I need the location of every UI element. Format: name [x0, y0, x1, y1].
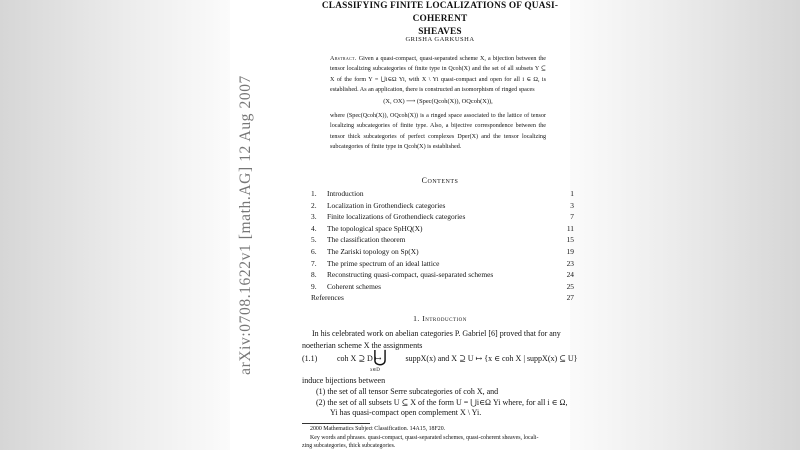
abstract-equation: (X, OX) ⟶ (Spec(Qcoh(X)), OQcoh(X)), — [383, 98, 493, 105]
toc-item-page: 11 — [566, 223, 574, 233]
intro-paragraph-line2: noetherian scheme X the assignments — [302, 341, 423, 350]
toc-item-number: 8. — [311, 270, 317, 280]
abstract-lead: Abstract. — [330, 56, 357, 62]
section-heading — [300, 314, 580, 323]
toc-item-title: Finite localizations of Grothendieck categories — [327, 212, 466, 222]
toc-item-page: 19 — [566, 246, 574, 256]
toc-item-page: 23 — [566, 258, 574, 268]
equation-subscript: x∈D — [370, 368, 380, 373]
footnote-rule — [302, 423, 370, 424]
footnote-keywords-continued: zing subcategories, thick subcategories. — [302, 443, 396, 449]
paper-author: GRISHA GARKUSHA — [405, 36, 475, 43]
toc-item-number: 3. — [311, 212, 317, 222]
toc-item[interactable] — [311, 246, 574, 258]
toc-item[interactable] — [311, 234, 574, 246]
toc-item-title: Introduction — [327, 189, 364, 198]
paper-title-line2: SHEAVES — [418, 27, 462, 37]
toc-item-title: Coherent schemes — [327, 281, 381, 291]
paper-title — [300, 0, 580, 39]
toc-item-number: 9. — [311, 281, 317, 291]
equation-left: coh X ⊇ D ↦ — [337, 354, 382, 363]
induce-text: induce bijections between — [302, 376, 386, 385]
big-union-symbol: ⋃ — [373, 347, 387, 366]
toc-item-page: 7 — [570, 212, 574, 222]
toc-item-page: 24 — [566, 270, 574, 280]
toc-item[interactable] — [311, 269, 574, 281]
list-item: (2) the set of all subsets U ⊆ X of the form U = ⋃i∈Ω Yi where, for all i ∈ Ω, — [316, 398, 568, 407]
footnote-keywords: Key words and phrases. quasi-compact, quasi-separated schemes, quasi-coherent sheaves, locali- — [310, 435, 539, 441]
abstract-text-1: Given a quasi-compact, quasi-separated scheme X, a bijection between the tensor localizing subcategories of finite type in Qcoh(X) and the set of all subsets Y ⊆ X of the form Y = ⋃i∈Ω Yi, with X \ Yi quasi-compact and open for all i ∈ Ω, is established. As an application, there is constructed an isomorphism of ringed spaces — [330, 56, 547, 93]
abstract-paragraph-1 — [330, 54, 546, 95]
footnote-msc: 2000 Mathematics Subject Classification. 14A15, 18F20. — [310, 426, 446, 432]
toc-references[interactable] — [311, 292, 574, 304]
toc-item-title: The classification theorem — [327, 235, 406, 245]
paper-title-line1: CLASSIFYING FINITE LOCALIZATIONS OF QUASI-COHERENT — [321, 1, 559, 24]
toc-item-number: 4. — [311, 223, 317, 233]
list-item: (1) the set of all tensor Serre subcategories of coh X, and — [316, 387, 499, 396]
toc-item-title: The Zariski topology on Sp(X) — [327, 246, 419, 256]
toc-item-page: 3 — [570, 200, 574, 210]
toc-item-title: The prime spectrum of an ideal lattice — [327, 258, 440, 268]
equation-label: (1.1) — [302, 354, 318, 363]
table-of-contents — [311, 188, 574, 304]
toc-item[interactable] — [311, 211, 574, 223]
toc-item[interactable] — [311, 223, 574, 235]
toc-item[interactable] — [311, 281, 574, 293]
intro-paragraph-line1: In his celebrated work on abelian categories P. Gabriel [6] proved that for any — [312, 329, 561, 338]
toc-item-page: 25 — [566, 281, 574, 291]
toc-item-number: 2. — [311, 200, 317, 210]
toc-item-number: 7. — [311, 258, 317, 268]
toc-item[interactable] — [311, 188, 574, 200]
toc-item-number: 5. — [311, 235, 317, 245]
toc-item-title: The topological space SpHQ(X) — [327, 223, 423, 233]
toc-item-title: Reconstructing quasi-compact, quasi-separated schemes — [327, 270, 494, 280]
left-margin-background — [0, 0, 230, 450]
toc-item-page: 1 — [570, 189, 574, 198]
list-item-continuation: Yi has quasi-compact open complement X \ Yi. — [330, 408, 482, 417]
toc-references-page: 27 — [566, 293, 574, 303]
toc-item-number: 1. — [311, 189, 317, 198]
section-title: Introduction — [422, 314, 467, 323]
toc-references-title: References — [311, 293, 344, 303]
toc-item-number: 6. — [311, 246, 317, 256]
abstract-paragraph-2: where (Spec(Qcoh(X)), OQcoh(X)) is a ringed space associated to the lattice of tensor localizing subcategories of finite type. Also, a bijective correspondence between the tensor thick subcategories of perfect complexes Dper(X) and the tensor localizing subcategories of finite type in Qcoh(X) is established. — [330, 113, 546, 150]
toc-item[interactable] — [311, 258, 574, 270]
arxiv-identifier: arXiv:0708.1622v1 [math.AG] 12 Aug 2007 — [237, 75, 254, 375]
section-number: 1. — [413, 314, 420, 323]
toc-item-title: Localization in Grothendieck categories — [327, 200, 446, 210]
right-margin-background — [568, 0, 800, 450]
toc-item-page: 15 — [566, 235, 574, 245]
toc-item[interactable] — [311, 200, 574, 212]
toc-title: Contents — [421, 176, 459, 185]
equation-right: suppX(x) and X ⊇ U ↦ {x ∈ coh X | suppX(x) ⊆ U} — [405, 354, 578, 363]
